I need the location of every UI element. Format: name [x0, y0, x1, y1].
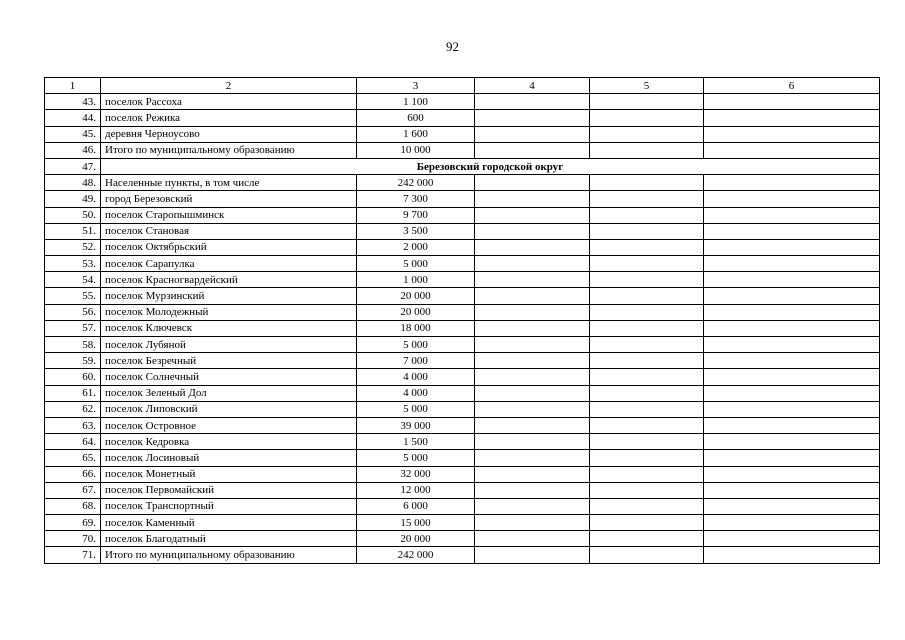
empty-cell-col6	[704, 175, 880, 191]
population-value: 20 000	[357, 531, 475, 547]
population-value: 242 000	[357, 547, 475, 563]
table-row	[45, 175, 880, 191]
empty-cell-col5	[590, 401, 704, 417]
table-row	[45, 126, 880, 142]
empty-cell-col5	[590, 239, 704, 255]
row-number: 68.	[45, 498, 101, 514]
settlement-name: поселок Красногвардейский	[101, 272, 357, 288]
empty-cell-col6	[704, 547, 880, 563]
settlement-name: поселок Безречный	[101, 353, 357, 369]
empty-cell-col4	[475, 304, 590, 320]
empty-cell-col4	[475, 515, 590, 531]
row-number: 58.	[45, 337, 101, 353]
settlement-name: поселок Островное	[101, 417, 357, 433]
population-value: 20 000	[357, 288, 475, 304]
population-value: 1 000	[357, 272, 475, 288]
row-number: 67.	[45, 482, 101, 498]
empty-cell-col4	[475, 142, 590, 158]
empty-cell-col6	[704, 94, 880, 110]
empty-cell-col5	[590, 288, 704, 304]
population-value: 600	[357, 110, 475, 126]
row-number: 55.	[45, 288, 101, 304]
settlement-name: поселок Мурзинский	[101, 288, 357, 304]
empty-cell-col4	[475, 369, 590, 385]
empty-cell-col5	[590, 353, 704, 369]
empty-cell-col6	[704, 142, 880, 158]
empty-cell-col5	[590, 547, 704, 563]
population-value: 9 700	[357, 207, 475, 223]
table-row	[45, 94, 880, 110]
empty-cell-col5	[590, 191, 704, 207]
table-row	[45, 337, 880, 353]
section-row	[45, 158, 880, 174]
population-value: 4 000	[357, 369, 475, 385]
table-row	[45, 466, 880, 482]
empty-cell-col5	[590, 207, 704, 223]
empty-cell-col4	[475, 450, 590, 466]
empty-cell-col4	[475, 175, 590, 191]
empty-cell-col6	[704, 256, 880, 272]
empty-cell-col5	[590, 126, 704, 142]
empty-cell-col5	[590, 385, 704, 401]
population-value: 3 500	[357, 223, 475, 239]
settlement-name: поселок Становая	[101, 223, 357, 239]
settlement-name: поселок Октябрьский	[101, 239, 357, 255]
table-row	[45, 272, 880, 288]
table-row	[45, 515, 880, 531]
empty-cell-col4	[475, 466, 590, 482]
table-row	[45, 304, 880, 320]
empty-cell-col4	[475, 126, 590, 142]
empty-cell-col4	[475, 401, 590, 417]
population-value: 7 300	[357, 191, 475, 207]
population-value: 242 000	[357, 175, 475, 191]
empty-cell-col4	[475, 110, 590, 126]
empty-cell-col4	[475, 94, 590, 110]
row-number: 43.	[45, 94, 101, 110]
row-number: 60.	[45, 369, 101, 385]
table-row	[45, 320, 880, 336]
empty-cell-col4	[475, 256, 590, 272]
empty-cell-col6	[704, 369, 880, 385]
table-row	[45, 547, 880, 563]
table-row	[45, 353, 880, 369]
row-number: 52.	[45, 239, 101, 255]
population-value: 18 000	[357, 320, 475, 336]
table-row	[45, 434, 880, 450]
population-value: 10 000	[357, 142, 475, 158]
settlement-name: поселок Лосиновый	[101, 450, 357, 466]
empty-cell-col5	[590, 175, 704, 191]
row-number: 64.	[45, 434, 101, 450]
table-row	[45, 239, 880, 255]
settlement-name: поселок Рассоха	[101, 94, 357, 110]
population-value: 5 000	[357, 256, 475, 272]
table-row	[45, 256, 880, 272]
population-value: 39 000	[357, 417, 475, 433]
row-number: 47.	[45, 158, 101, 174]
empty-cell-col6	[704, 304, 880, 320]
row-number: 44.	[45, 110, 101, 126]
row-number: 45.	[45, 126, 101, 142]
empty-cell-col5	[590, 417, 704, 433]
population-value: 15 000	[357, 515, 475, 531]
empty-cell-col5	[590, 272, 704, 288]
table-row	[45, 288, 880, 304]
empty-cell-col5	[590, 515, 704, 531]
empty-cell-col5	[590, 110, 704, 126]
empty-cell-col6	[704, 353, 880, 369]
row-number: 70.	[45, 531, 101, 547]
settlement-name: Населенные пункты, в том числе	[101, 175, 357, 191]
population-value: 6 000	[357, 498, 475, 514]
row-number: 71.	[45, 547, 101, 563]
settlement-name: поселок Солнечный	[101, 369, 357, 385]
settlement-name: город Березовский	[101, 191, 357, 207]
empty-cell-col4	[475, 223, 590, 239]
column-header-6: 6	[704, 78, 880, 94]
empty-cell-col6	[704, 288, 880, 304]
empty-cell-col4	[475, 272, 590, 288]
empty-cell-col6	[704, 450, 880, 466]
row-number: 63.	[45, 417, 101, 433]
settlement-name: поселок Ключевск	[101, 320, 357, 336]
row-number: 48.	[45, 175, 101, 191]
row-number: 65.	[45, 450, 101, 466]
empty-cell-col5	[590, 531, 704, 547]
empty-cell-col4	[475, 417, 590, 433]
settlement-name: Итого по муниципальному образованию	[101, 547, 357, 563]
row-number: 69.	[45, 515, 101, 531]
empty-cell-col6	[704, 110, 880, 126]
table-row	[45, 417, 880, 433]
population-value: 5 000	[357, 450, 475, 466]
page-number: 92	[446, 39, 459, 54]
table-row	[45, 369, 880, 385]
population-value: 4 000	[357, 385, 475, 401]
settlement-name: поселок Зеленый Дол	[101, 385, 357, 401]
empty-cell-col6	[704, 126, 880, 142]
row-number: 49.	[45, 191, 101, 207]
settlement-name: поселок Молодежный	[101, 304, 357, 320]
row-number: 56.	[45, 304, 101, 320]
column-header-5: 5	[590, 78, 704, 94]
settlement-name: поселок Транспортный	[101, 498, 357, 514]
empty-cell-col5	[590, 223, 704, 239]
column-header-4: 4	[475, 78, 590, 94]
row-number: 61.	[45, 385, 101, 401]
empty-cell-col6	[704, 207, 880, 223]
population-value: 5 000	[357, 401, 475, 417]
settlement-name: поселок Первомайский	[101, 482, 357, 498]
row-number: 51.	[45, 223, 101, 239]
table-row	[45, 531, 880, 547]
empty-cell-col6	[704, 417, 880, 433]
empty-cell-col6	[704, 401, 880, 417]
settlement-name: поселок Монетный	[101, 466, 357, 482]
empty-cell-col4	[475, 547, 590, 563]
empty-cell-col5	[590, 498, 704, 514]
settlement-name: поселок Каменный	[101, 515, 357, 531]
settlement-name: поселок Режика	[101, 110, 357, 126]
row-number: 62.	[45, 401, 101, 417]
empty-cell-col4	[475, 207, 590, 223]
column-header-1: 1	[45, 78, 101, 94]
empty-cell-col5	[590, 304, 704, 320]
population-value: 32 000	[357, 466, 475, 482]
settlement-name: поселок Лубяной	[101, 337, 357, 353]
population-value: 1 100	[357, 94, 475, 110]
row-number: 46.	[45, 142, 101, 158]
header-row	[45, 78, 880, 94]
empty-cell-col5	[590, 450, 704, 466]
column-header-2: 2	[101, 78, 357, 94]
empty-cell-col4	[475, 385, 590, 401]
empty-cell-col6	[704, 223, 880, 239]
settlement-name: поселок Благодатный	[101, 531, 357, 547]
population-value: 20 000	[357, 304, 475, 320]
settlement-name: Итого по муниципальному образованию	[101, 142, 357, 158]
empty-cell-col5	[590, 142, 704, 158]
column-header-3: 3	[357, 78, 475, 94]
row-number: 53.	[45, 256, 101, 272]
empty-cell-col6	[704, 385, 880, 401]
empty-cell-col5	[590, 320, 704, 336]
empty-cell-col5	[590, 369, 704, 385]
population-value: 1 600	[357, 126, 475, 142]
empty-cell-col6	[704, 239, 880, 255]
empty-cell-col5	[590, 337, 704, 353]
row-number: 54.	[45, 272, 101, 288]
empty-cell-col6	[704, 191, 880, 207]
empty-cell-col4	[475, 239, 590, 255]
table-row	[45, 142, 880, 158]
population-value: 12 000	[357, 482, 475, 498]
row-number: 66.	[45, 466, 101, 482]
settlement-name: деревня Черноусово	[101, 126, 357, 142]
table-body	[45, 78, 880, 564]
empty-cell-col5	[590, 482, 704, 498]
table-row	[45, 207, 880, 223]
settlement-name: поселок Старопышминск	[101, 207, 357, 223]
empty-cell-col5	[590, 256, 704, 272]
empty-cell-col6	[704, 482, 880, 498]
table-row	[45, 482, 880, 498]
empty-cell-col5	[590, 94, 704, 110]
table-row	[45, 385, 880, 401]
settlement-name: поселок Липовский	[101, 401, 357, 417]
empty-cell-col6	[704, 434, 880, 450]
empty-cell-col6	[704, 515, 880, 531]
empty-cell-col6	[704, 498, 880, 514]
row-number: 50.	[45, 207, 101, 223]
empty-cell-col4	[475, 337, 590, 353]
empty-cell-col4	[475, 498, 590, 514]
population-value: 1 500	[357, 434, 475, 450]
population-value: 2 000	[357, 239, 475, 255]
table-row	[45, 450, 880, 466]
empty-cell-col6	[704, 466, 880, 482]
empty-cell-col6	[704, 320, 880, 336]
population-value: 5 000	[357, 337, 475, 353]
table-row	[45, 223, 880, 239]
row-number: 59.	[45, 353, 101, 369]
settlement-name: поселок Кедровка	[101, 434, 357, 450]
empty-cell-col4	[475, 482, 590, 498]
empty-cell-col4	[475, 320, 590, 336]
settlement-name: поселок Сарапулка	[101, 256, 357, 272]
table-row	[45, 191, 880, 207]
empty-cell-col6	[704, 272, 880, 288]
empty-cell-col5	[590, 434, 704, 450]
population-value: 7 000	[357, 353, 475, 369]
row-number: 57.	[45, 320, 101, 336]
table-row	[45, 110, 880, 126]
table-row	[45, 401, 880, 417]
table-row	[45, 498, 880, 514]
section-title: Березовский городской округ	[101, 158, 880, 174]
empty-cell-col4	[475, 531, 590, 547]
settlements-table	[44, 77, 880, 564]
empty-cell-col6	[704, 337, 880, 353]
empty-cell-col4	[475, 353, 590, 369]
empty-cell-col4	[475, 191, 590, 207]
empty-cell-col5	[590, 466, 704, 482]
empty-cell-col4	[475, 288, 590, 304]
empty-cell-col4	[475, 434, 590, 450]
empty-cell-col6	[704, 531, 880, 547]
